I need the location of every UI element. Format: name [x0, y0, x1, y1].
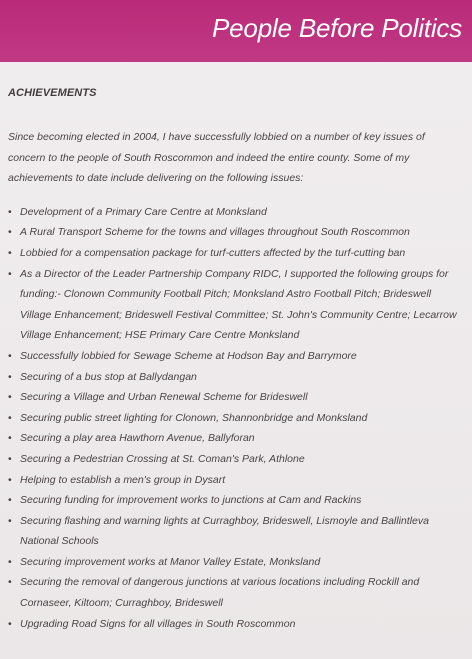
achievement-item	[8, 449, 464, 470]
achievement-text: Securing a Pedestrian Crossing at St. Coman's Park, Athlone	[20, 452, 305, 465]
bullet-icon: •	[8, 617, 12, 630]
bullet-icon: •	[8, 432, 12, 445]
achievement-item	[8, 243, 464, 264]
bullet-icon: •	[8, 473, 12, 486]
achievement-item	[8, 202, 464, 223]
bullet-icon: •	[8, 576, 12, 589]
achievement-item	[8, 511, 464, 552]
achievement-item	[8, 408, 464, 429]
achievement-item	[8, 222, 464, 243]
bullet-icon: •	[8, 494, 12, 507]
achievement-item	[8, 490, 464, 511]
bullet-icon: •	[8, 391, 12, 404]
bullet-icon: •	[8, 452, 12, 465]
achievement-text: Securing funding for improvement works to junctions at Cam and Rackins	[20, 494, 362, 507]
bullet-icon: •	[8, 226, 12, 239]
achievement-item	[8, 428, 464, 449]
achievement-text: Securing flashing and warning lights at Curraghboy, Brideswell, Lismoyle and Ballintleva National Schools	[20, 514, 429, 548]
achievement-text: Securing a play area Hawthorn Avenue, Ballyforan	[20, 432, 255, 445]
bullet-icon: •	[8, 370, 12, 383]
intro-paragraph: Since becoming elected in 2004, I have successfully lobbied on a number of key issues of concern to the people of South Roscommon and indeed the entire county. Some of my achievements to date include delivering on the following issues:	[8, 131, 425, 185]
achievement-text: Helping to establish a men's group in Dysart	[20, 473, 226, 486]
achievement-text: Securing improvement works at Manor Valley Estate, Monksland	[20, 555, 321, 568]
achievement-item	[8, 264, 464, 346]
bullet-icon: •	[8, 205, 12, 218]
achievement-item	[8, 572, 464, 613]
achievement-text: Development of a Primary Care Centre at Monksland	[20, 205, 267, 218]
achievement-item	[8, 367, 464, 388]
achievement-text: Securing the removal of dangerous junctions at various locations including Rockill and Cornaseer, Kiltoom; Curraghboy, Brideswell	[20, 576, 420, 610]
header-title: People Before Politics	[212, 13, 462, 43]
achievement-item	[8, 470, 464, 491]
bullet-icon: •	[8, 555, 12, 568]
achievement-item	[8, 552, 464, 573]
achievement-text: Securing a Village and Urban Renewal Scheme for Brideswell	[20, 391, 308, 404]
achievement-text: Securing of a bus stop at Ballydangan	[20, 370, 197, 383]
achievement-item	[8, 346, 464, 367]
bullet-icon: •	[8, 267, 12, 280]
achievements-list	[8, 202, 464, 634]
section-title: ACHIEVEMENTS	[8, 87, 97, 99]
achievement-text: Upgrading Road Signs for all villages in South Roscommon	[20, 617, 296, 630]
achievement-text: As a Director of the Leader Partnership Company RIDC, I supported the following groups for funding:- Clonown Community Football Pitch; Monksland Astro Football Pitch; Brideswell Village Enhancement; Brideswell Festival Committee; St. John's Community Centre; Lecarrow Village Enhancement; HSE Primary Care Centre Monksland	[20, 267, 457, 342]
page-header-band	[0, 0, 472, 62]
achievement-text: A Rural Transport Scheme for the towns and villages throughout South Roscommon	[20, 226, 410, 239]
achievement-text: Lobbied for a compensation package for turf-cutters affected by the turf-cutting ban	[20, 246, 406, 259]
bullet-icon: •	[8, 514, 12, 527]
achievement-item	[8, 387, 464, 408]
bullet-icon: •	[8, 411, 12, 424]
bullet-icon: •	[8, 246, 12, 259]
bullet-icon: •	[8, 349, 12, 362]
achievement-item	[8, 614, 464, 635]
achievement-text: Successfully lobbied for Sewage Scheme at Hodson Bay and Barrymore	[20, 349, 357, 362]
achievement-text: Securing public street lighting for Clonown, Shannonbridge and Monksland	[20, 411, 368, 424]
content-area	[8, 86, 464, 634]
